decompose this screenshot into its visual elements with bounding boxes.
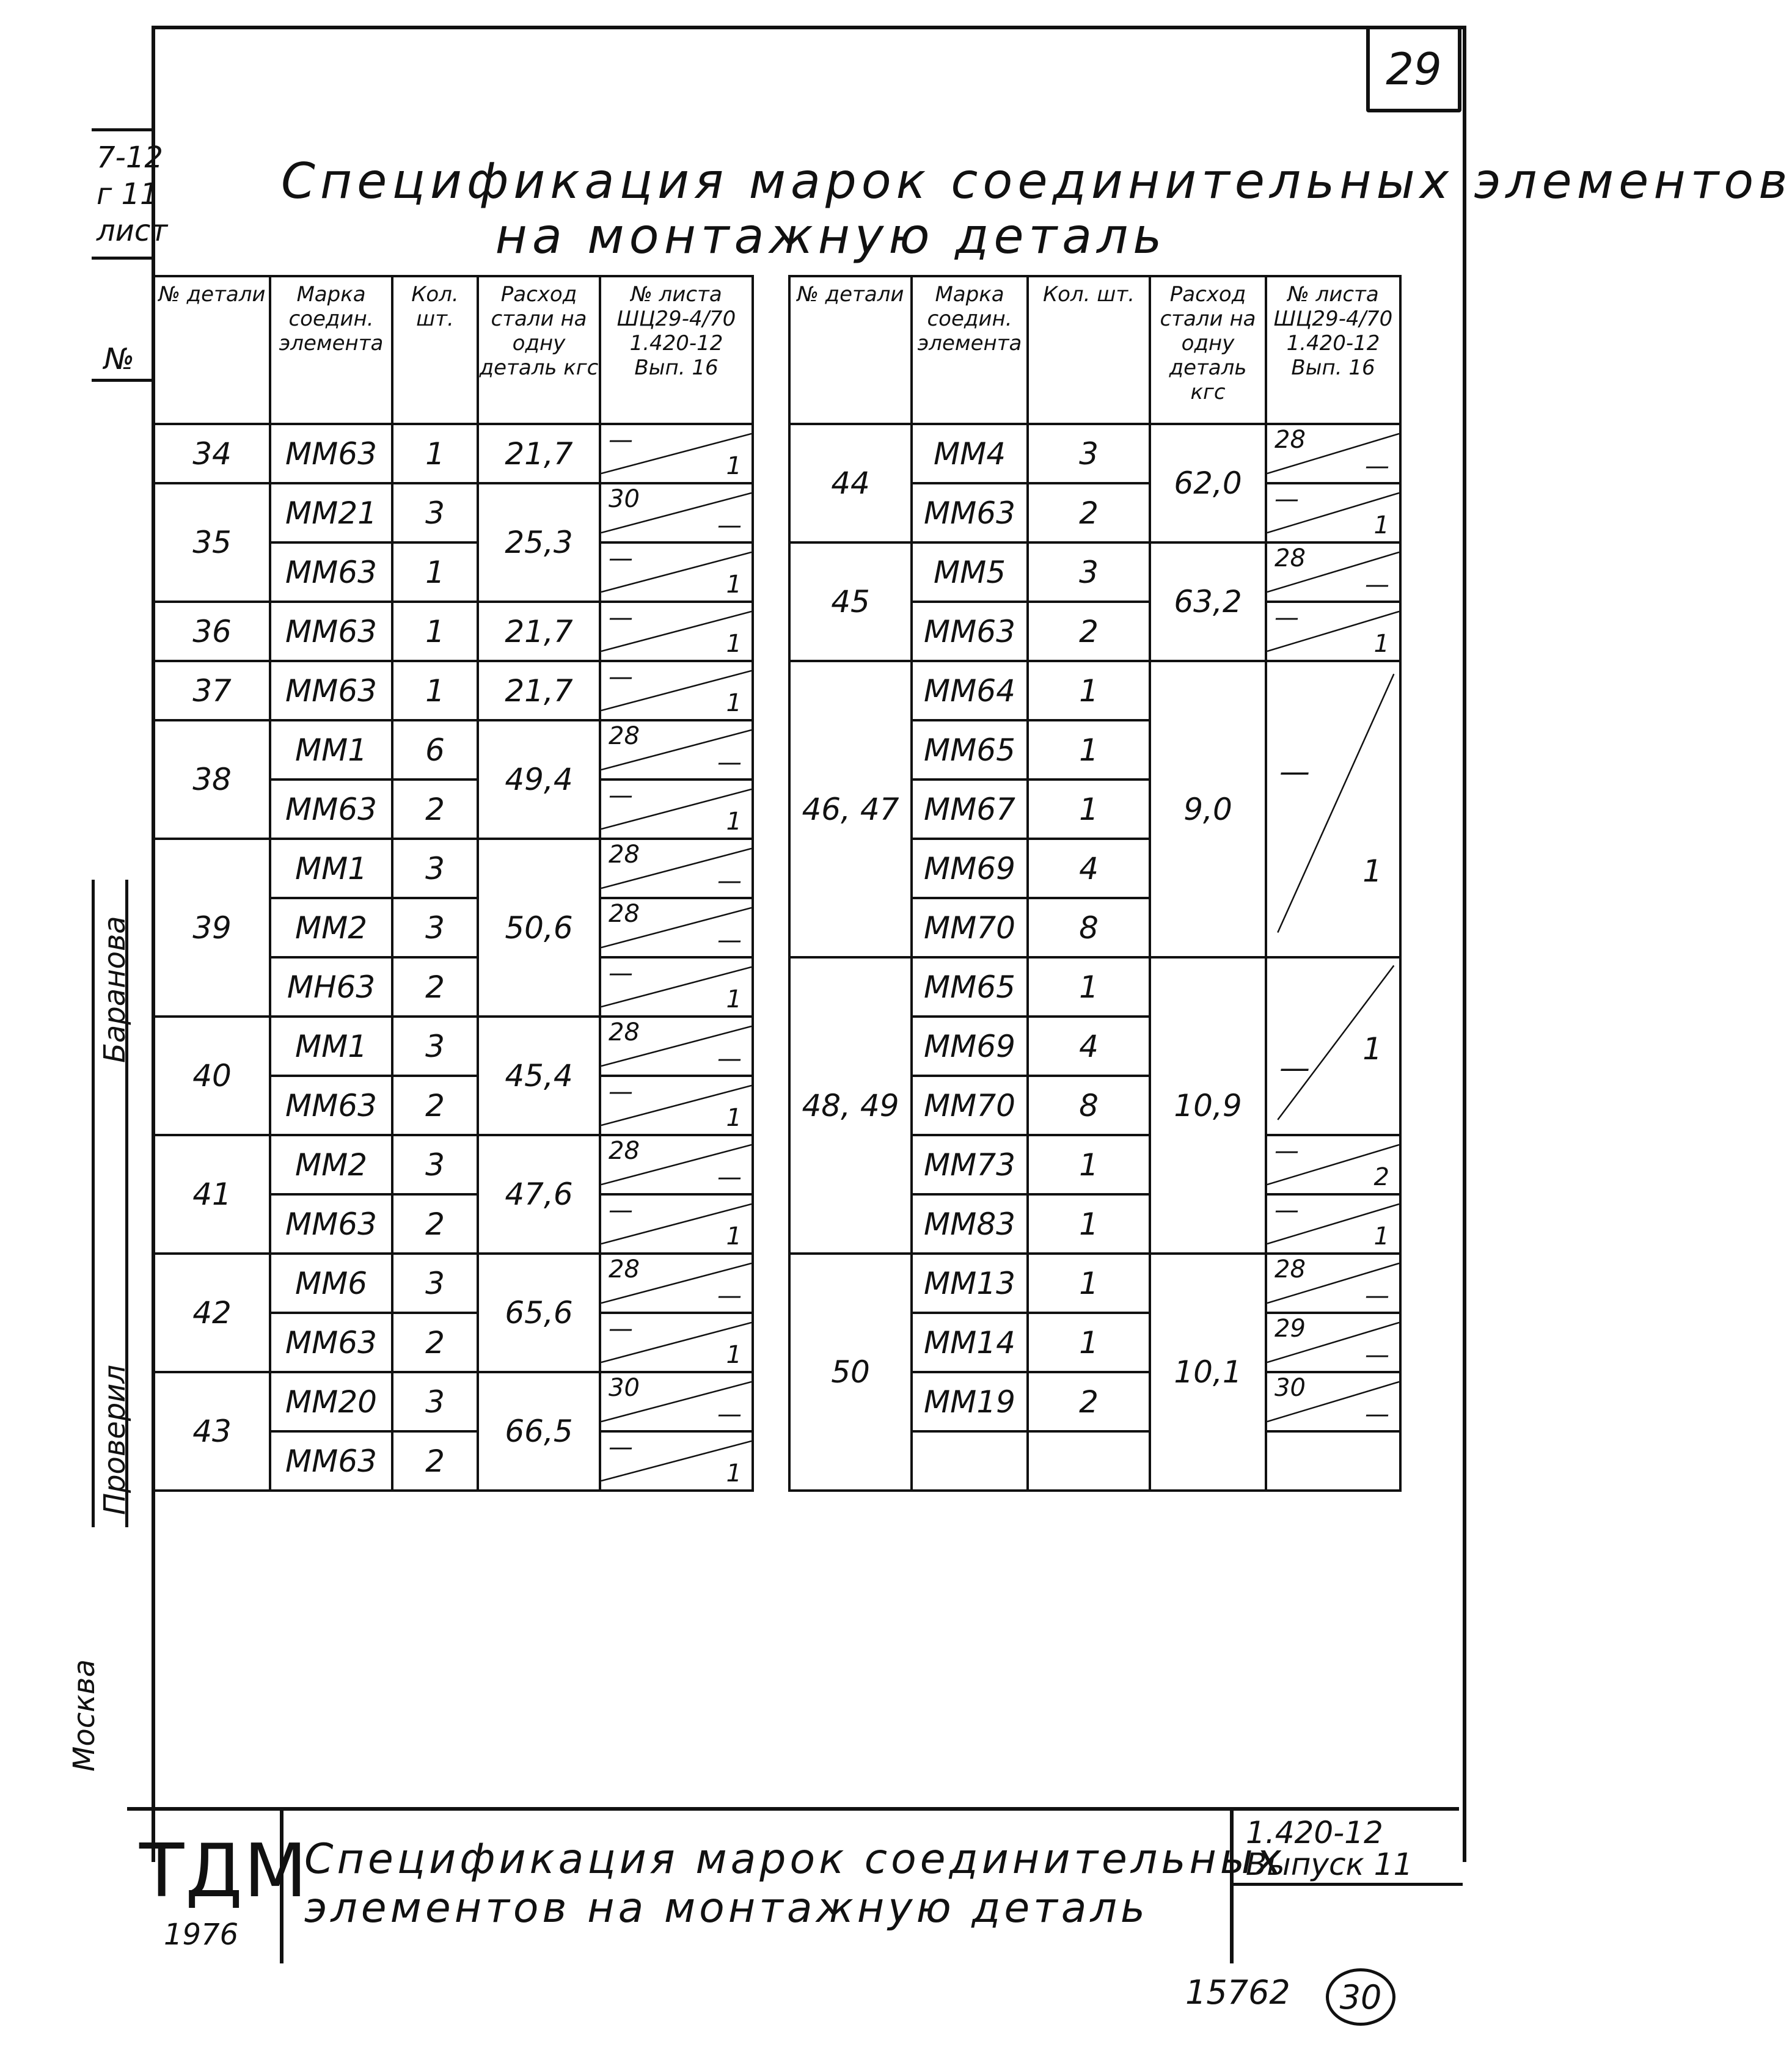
element-quantity: 2 <box>392 1431 478 1491</box>
element-mark: ММ14 <box>912 1313 1028 1372</box>
element-mark: ММ63 <box>270 424 392 483</box>
table-header-row <box>789 276 1400 424</box>
steel-consumption: 47,6 <box>478 1135 600 1254</box>
element-quantity: 1 <box>1028 780 1150 839</box>
table-row <box>789 957 1400 1017</box>
sheet-number-top: 28 <box>609 722 640 750</box>
element-quantity: 1 <box>1028 1254 1150 1313</box>
steel-consumption: 9,0 <box>1150 661 1266 957</box>
element-mark: ММ70 <box>912 1076 1028 1135</box>
sheet-number-cell <box>600 1017 753 1076</box>
sheet-number-bottom: 1 <box>1373 511 1389 539</box>
sheet-number-cell <box>600 1372 753 1431</box>
element-mark: МН63 <box>270 957 392 1017</box>
sheet-number-top: 30 <box>609 485 640 513</box>
sheet-number-top: 30 <box>1275 1374 1306 1402</box>
header-qty: Кол. шт. <box>392 276 478 424</box>
sheet-number-merged-cell <box>1266 661 1400 957</box>
sheet-number-top: 28 <box>1275 1255 1306 1283</box>
sheet-number-bottom: 1 <box>726 808 742 836</box>
title-block-logo <box>127 1811 309 1963</box>
sheet-number-cell <box>1266 1254 1400 1313</box>
table-row <box>789 1254 1400 1313</box>
sheet-number-bottom: — <box>717 1163 742 1191</box>
element-mark: ММ63 <box>270 1076 392 1135</box>
sheet-number-bottom: 1 <box>726 1222 742 1251</box>
detail-number: 42 <box>154 1254 270 1372</box>
sheet-number-top: 28 <box>609 1255 640 1283</box>
sheet-number-cell <box>600 661 753 720</box>
sheet-number-bottom: 1 <box>726 985 742 1013</box>
header-detail: № детали <box>154 276 270 424</box>
sheet-number-cell <box>600 957 753 1017</box>
sheet-number-merged-cell <box>1266 957 1400 1135</box>
element-quantity: 3 <box>392 839 478 898</box>
element-mark: ММ6 <box>270 1254 392 1313</box>
sheet-number-cell <box>600 1254 753 1313</box>
logo-year: 1976 <box>164 1918 239 1952</box>
sheet-number-bottom: 1 <box>726 452 742 480</box>
sheet-number-cell <box>600 542 753 602</box>
element-mark: ММ83 <box>912 1194 1028 1254</box>
page-number-box <box>1366 26 1461 112</box>
header-sheet: № листа ШЦ29-4/70 1.420-12 Вып. 16 <box>600 276 753 424</box>
element-mark: ММ1 <box>270 720 392 780</box>
element-mark: ММ69 <box>912 839 1028 898</box>
steel-consumption: 21,7 <box>478 602 600 661</box>
sheet-number-bottom: — <box>717 748 742 776</box>
element-mark: ММ63 <box>270 1313 392 1372</box>
header-sheet: № листа ШЦ29-4/70 1.420-12 Вып. 16 <box>1266 276 1400 424</box>
title-block-name-line2: элементов на монтажную деталь <box>304 1884 1149 1932</box>
table-row <box>154 661 753 720</box>
element-mark: ММ21 <box>270 483 392 542</box>
table-row <box>154 1135 753 1194</box>
sheet-number-top: — <box>1279 1050 1310 1086</box>
header-mark: Марка соедин. элемента <box>912 276 1028 424</box>
margin-vertical-line <box>92 880 95 1527</box>
element-mark: ММ63 <box>270 1431 392 1491</box>
element-mark: ММ65 <box>912 720 1028 780</box>
detail-number: 38 <box>154 720 270 839</box>
detail-number: 43 <box>154 1372 270 1491</box>
header-detail: № детали <box>789 276 912 424</box>
sheet-number-bottom: — <box>1365 1400 1389 1428</box>
header-steel: Расход стали на одну деталь кгс <box>478 276 600 424</box>
title-block-name-line1: Спецификация марок соединительных <box>304 1835 1285 1883</box>
steel-consumption: 21,7 <box>478 661 600 720</box>
element-quantity: 8 <box>1028 898 1150 957</box>
margin-divider <box>92 379 153 382</box>
sheet-number-top: — <box>609 604 633 632</box>
sheet-number-cell <box>600 1076 753 1135</box>
page-number: 29 <box>1386 43 1442 95</box>
table-row <box>789 542 1400 602</box>
element-quantity: 1 <box>392 424 478 483</box>
sheet-number-bottom: 1 <box>726 1104 742 1132</box>
table-row <box>154 839 753 898</box>
title-block <box>127 1807 1459 1963</box>
sheet-number-cell <box>1266 424 1400 483</box>
sheet-number-top: — <box>609 1196 633 1224</box>
sheet-number-bottom: 1 <box>1362 1031 1382 1067</box>
element-mark: ММ1 <box>270 839 392 898</box>
spec-table-right <box>788 275 1402 1492</box>
margin-text-top: 7-12 <box>97 141 163 175</box>
title-block-code-area <box>1230 1811 1463 1963</box>
series-code: 1.420-12 <box>1246 1815 1383 1850</box>
sheet-number-bottom: 2 <box>1373 1163 1389 1191</box>
element-mark: ММ20 <box>270 1372 392 1431</box>
element-quantity: 3 <box>392 1254 478 1313</box>
sheet-number-top: — <box>609 663 633 691</box>
sheet-number-cell <box>1266 602 1400 661</box>
footer-circled-value: 30 <box>1339 1977 1382 2017</box>
sheet-number-bottom: — <box>717 511 742 539</box>
sheet-number-bottom: 1 <box>1373 630 1389 658</box>
margin-text-top: лист <box>97 214 168 248</box>
sheet-number-cell <box>600 483 753 542</box>
element-quantity: 3 <box>392 1372 478 1431</box>
sheet-number-cell <box>600 602 753 661</box>
detail-number: 45 <box>789 542 912 661</box>
spec-table-left <box>153 275 754 1492</box>
title-block-divider <box>1234 1883 1463 1886</box>
element-mark: ММ69 <box>912 1017 1028 1076</box>
steel-consumption: 10,9 <box>1150 957 1266 1254</box>
sheet-number-top: — <box>1279 754 1310 789</box>
table-row <box>154 1372 753 1431</box>
steel-consumption: 62,0 <box>1150 424 1266 542</box>
element-quantity: 1 <box>1028 720 1150 780</box>
detail-number: 41 <box>154 1135 270 1254</box>
element-quantity: 2 <box>1028 1372 1150 1431</box>
element-quantity: 1 <box>1028 1194 1150 1254</box>
sheet-number-bottom: 1 <box>726 689 742 717</box>
element-quantity: 2 <box>1028 483 1150 542</box>
element-quantity: 2 <box>392 1313 478 1372</box>
sheet-number-cell <box>600 839 753 898</box>
element-mark: ММ73 <box>912 1135 1028 1194</box>
element-mark: ММ5 <box>912 542 1028 602</box>
steel-consumption: 49,4 <box>478 720 600 839</box>
sheet-number-bottom: — <box>1365 452 1389 480</box>
table-row <box>154 424 753 483</box>
table-row <box>154 1017 753 1076</box>
table-row <box>789 424 1400 483</box>
sheet-number-top: — <box>1275 1196 1299 1224</box>
steel-consumption: 10,1 <box>1150 1254 1266 1491</box>
margin-city: Москва <box>67 1659 101 1772</box>
element-quantity: 1 <box>392 661 478 720</box>
organization-logo: ТДМ <box>139 1829 309 1914</box>
element-mark: ММ13 <box>912 1254 1028 1313</box>
steel-consumption: 45,4 <box>478 1017 600 1135</box>
element-quantity: 1 <box>1028 661 1150 720</box>
sheet-number-cell <box>1266 1194 1400 1254</box>
element-quantity <box>1028 1431 1150 1491</box>
table-row <box>154 483 753 542</box>
element-mark: ММ4 <box>912 424 1028 483</box>
element-mark: ММ63 <box>270 602 392 661</box>
element-quantity: 2 <box>392 1194 478 1254</box>
element-quantity: 2 <box>392 957 478 1017</box>
header-steel: Расход стали на одну деталь кгс <box>1150 276 1266 424</box>
sheet-number-top: — <box>1275 1137 1299 1165</box>
sheet-number-top: — <box>609 1433 633 1461</box>
element-mark: ММ2 <box>270 898 392 957</box>
element-quantity: 2 <box>1028 602 1150 661</box>
element-mark <box>912 1431 1028 1491</box>
detail-number: 37 <box>154 661 270 720</box>
sheet-number-top: — <box>609 1315 633 1343</box>
detail-number: 36 <box>154 602 270 661</box>
element-mark: ММ65 <box>912 957 1028 1017</box>
element-quantity: 3 <box>392 483 478 542</box>
element-quantity: 8 <box>1028 1076 1150 1135</box>
margin-divider <box>92 257 153 260</box>
detail-number: 40 <box>154 1017 270 1135</box>
margin-checked-label: Проверил <box>98 1364 132 1515</box>
sheet-number-cell <box>1266 483 1400 542</box>
sheet-number-bottom: — <box>717 1045 742 1073</box>
sheet-number-bottom: 1 <box>726 571 742 599</box>
sheet-number-top: 28 <box>609 900 640 928</box>
element-quantity: 3 <box>392 1017 478 1076</box>
element-mark: ММ70 <box>912 898 1028 957</box>
sheet-number-cell <box>600 780 753 839</box>
sheet-number-top: 30 <box>609 1374 640 1402</box>
header-qty: Кол. шт. <box>1028 276 1150 424</box>
sheet-number-top: 29 <box>1275 1315 1306 1343</box>
footer-number: 15762 <box>1185 1973 1290 2012</box>
footer-circled-number <box>1326 1968 1395 2026</box>
sheet-number-bottom: — <box>1365 1282 1389 1310</box>
sheet-number-cell <box>600 720 753 780</box>
margin-text-top: № <box>104 342 134 376</box>
element-quantity: 2 <box>392 1076 478 1135</box>
sheet-number-bottom: — <box>1365 571 1389 599</box>
element-quantity: 4 <box>1028 839 1150 898</box>
sheet-number-top: — <box>609 959 633 987</box>
element-quantity: 4 <box>1028 1017 1150 1076</box>
table-row <box>154 602 753 661</box>
sheet-number-bottom: 1 <box>726 630 742 658</box>
table-header-row <box>154 276 753 424</box>
detail-number: 34 <box>154 424 270 483</box>
page-title-line1: Спецификация марок соединительных элементов <box>281 153 1792 210</box>
element-quantity: 6 <box>392 720 478 780</box>
sheet-number-bottom: — <box>1365 1341 1389 1369</box>
sheet-number-cell <box>600 1313 753 1372</box>
header-mark: Марка соедин. элемента <box>270 276 392 424</box>
detail-number: 48, 49 <box>789 957 912 1254</box>
sheet-number-top: — <box>1275 485 1299 513</box>
element-quantity: 2 <box>392 780 478 839</box>
sheet-number-cell <box>600 1135 753 1194</box>
sheet-number-cell <box>1266 542 1400 602</box>
steel-consumption: 65,6 <box>478 1254 600 1372</box>
steel-consumption: 50,6 <box>478 839 600 1017</box>
steel-consumption: 66,5 <box>478 1372 600 1491</box>
element-mark: ММ1 <box>270 1017 392 1076</box>
element-quantity: 1 <box>1028 1313 1150 1372</box>
sheet-number-cell <box>600 898 753 957</box>
table-row <box>789 661 1400 720</box>
sheet-number-top: — <box>609 1078 633 1106</box>
sheet-number-cell <box>600 424 753 483</box>
element-quantity: 1 <box>392 602 478 661</box>
sheet-number-top: 28 <box>609 841 640 869</box>
sheet-number-top: 28 <box>1275 426 1306 454</box>
element-quantity: 3 <box>1028 424 1150 483</box>
element-quantity: 3 <box>392 1135 478 1194</box>
margin-divider <box>92 128 153 131</box>
steel-consumption: 21,7 <box>478 424 600 483</box>
sheet-number-bottom: — <box>717 1282 742 1310</box>
sheet-number-top: 28 <box>1275 544 1306 572</box>
sheet-number-cell <box>1266 1313 1400 1372</box>
element-quantity: 1 <box>1028 957 1150 1017</box>
sheet-number-top: — <box>1275 604 1299 632</box>
steel-consumption: 25,3 <box>478 483 600 602</box>
sheet-number-bottom: 1 <box>1362 853 1382 889</box>
element-quantity: 1 <box>392 542 478 602</box>
element-quantity: 3 <box>392 898 478 957</box>
sheet-number-bottom: — <box>717 1400 742 1428</box>
margin-text-top: г 11 <box>97 177 159 211</box>
steel-consumption: 63,2 <box>1150 542 1266 661</box>
element-mark: ММ63 <box>270 542 392 602</box>
detail-number: 46, 47 <box>789 661 912 957</box>
element-mark: ММ63 <box>270 780 392 839</box>
element-mark: ММ63 <box>270 661 392 720</box>
element-mark: ММ19 <box>912 1372 1028 1431</box>
sheet-number-cell <box>1266 1431 1400 1491</box>
sheet-number-cell <box>600 1431 753 1491</box>
element-quantity: 3 <box>1028 542 1150 602</box>
page-title-line2: на монтажную деталь <box>495 208 1167 265</box>
element-mark: ММ64 <box>912 661 1028 720</box>
table-row <box>154 720 753 780</box>
sheet-number-bottom: 1 <box>1373 1222 1389 1251</box>
sheet-number-top: — <box>609 781 633 809</box>
sheet-number-top: — <box>609 426 633 454</box>
sheet-number-top: 28 <box>609 1137 640 1165</box>
sheet-number-bottom: 1 <box>726 1459 742 1488</box>
margin-signature-name: Баранова <box>98 916 132 1063</box>
sheet-number-cell <box>1266 1372 1400 1431</box>
detail-number: 35 <box>154 483 270 602</box>
element-mark: ММ2 <box>270 1135 392 1194</box>
element-mark: ММ63 <box>912 602 1028 661</box>
sheet-number-bottom: — <box>717 926 742 954</box>
sheet-number-cell <box>1266 1135 1400 1194</box>
sheet-number-top: — <box>609 544 633 572</box>
element-mark: ММ63 <box>912 483 1028 542</box>
issue-number: Выпуск 11 <box>1246 1847 1413 1882</box>
element-quantity: 1 <box>1028 1135 1150 1194</box>
sheet-number-bottom: 1 <box>726 1341 742 1369</box>
sheet-number-cell <box>600 1194 753 1254</box>
sheet-diagonal <box>1267 662 1399 956</box>
sheet-number-top: 28 <box>609 1018 640 1046</box>
detail-number: 44 <box>789 424 912 542</box>
element-mark: ММ67 <box>912 780 1028 839</box>
table-row <box>154 1254 753 1313</box>
sheet-number-bottom: — <box>717 867 742 895</box>
title-block-name <box>304 1835 1285 1933</box>
detail-number: 39 <box>154 839 270 1017</box>
title-block-code <box>1246 1817 1413 1880</box>
detail-number: 50 <box>789 1254 912 1491</box>
element-mark: ММ63 <box>270 1194 392 1254</box>
